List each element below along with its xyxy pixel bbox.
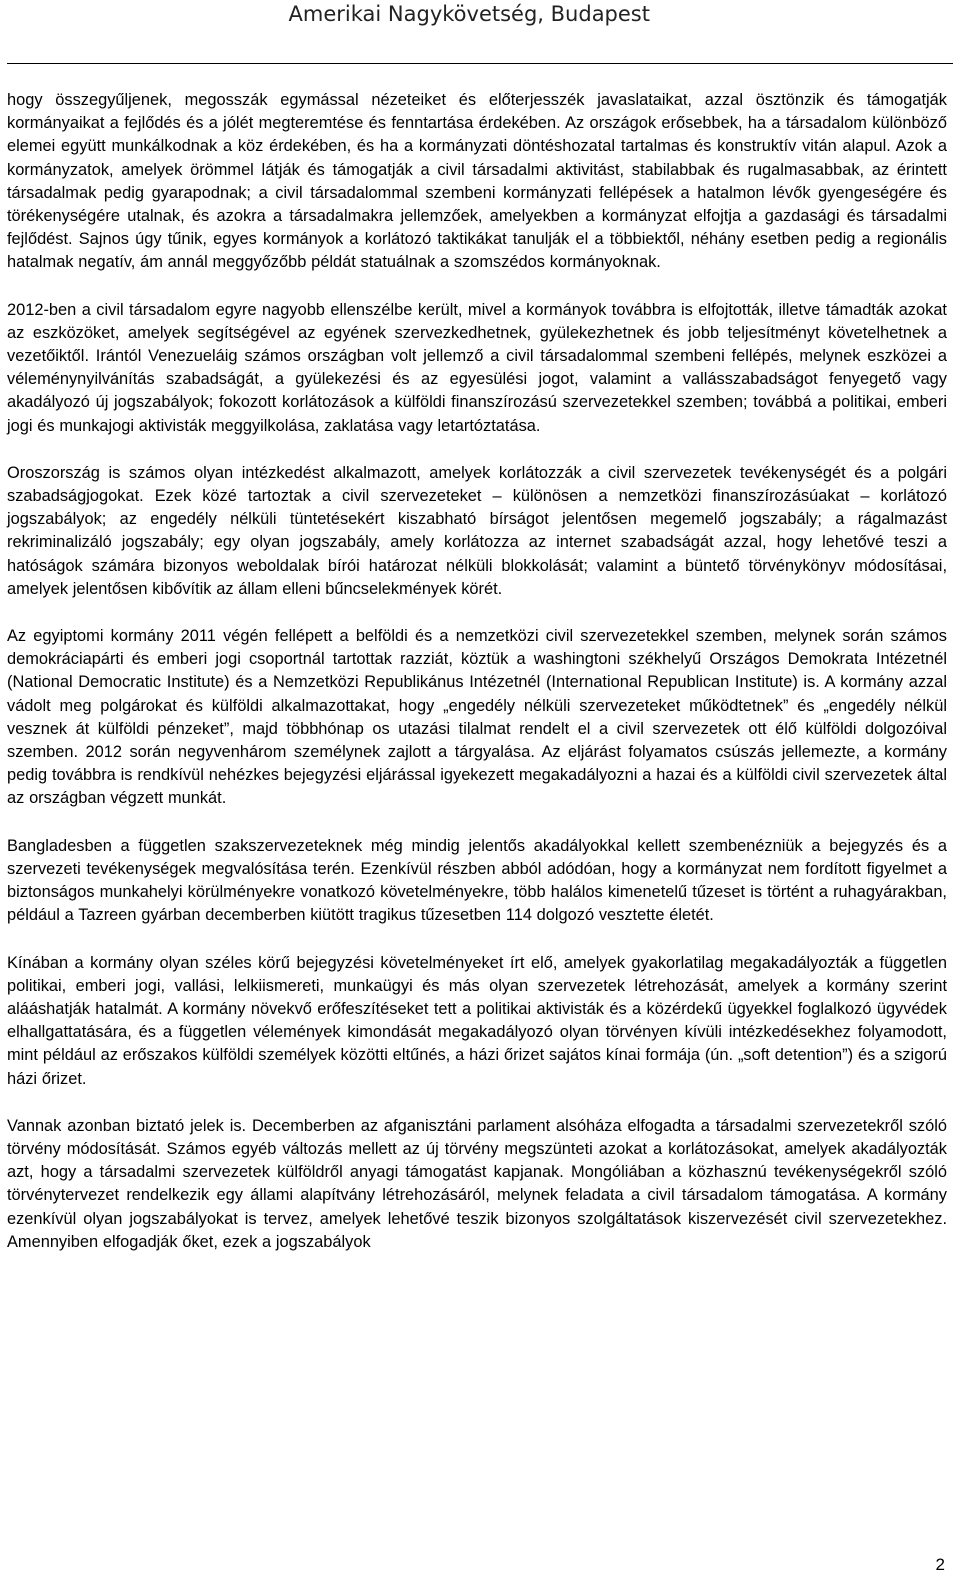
page-number: 2	[935, 1555, 945, 1574]
paragraph: hogy összegyűljenek, megosszák egymással nézeteiket és előterjesszék javaslataikat, azzal ösztönzik és támogatják kormányaikat a fejlődés és a jólét megteremtése és fenntartása érdekében. Az országok erősebbek, ha a társadalom különböző elemei együtt munkálkodnak a köz érdekében, és ha a kormányzati döntéshozatal tartalmas és konstruktív vitán alapul. Azok a kormányzatok, amelyek örömmel látják és támogatják a civil társadalmi aktivitást, stabilabbak és rugalmasabbak, az érintett társadalmak pedig gyarapodnak; a civil társadalommal szembeni kormányzati fellépések a hatalmon lévők gyengeségére és törékenységére utalnak, és azokra a társadalmakra jellemzőek, amelyekben a kormányzat elfojtja a gazdasági és társadalmi fejlődést. Sajnos úgy tűnik, egyes kormányok a korlátozó taktikákat tanulják el a többiektől, néhány esetben pedig a regionális hatalmak negatív, ám annál meggyőzőbb példát statuálnak a szomszédos kormányoknak.	[7, 91, 947, 272]
paragraph: Kínában a kormány olyan széles körű bejegyzési követelményeket írt elő, amelyek gyakorlatilag megakadályozták a független politikai, emberi jogi, vallási, lelkiismereti, munkaügyi és más olyan szervezetek létrehozását, amelyek a kormány szerint alááshatják hatalmát. A kormány növekvő erőfeszítéseket tett a politikai aktivisták és a közérdekű ügyekkel foglalkozó ügyvédek elhallgattatására, és a független vélemények kimondását megakadályozó olyan törvényen kívüli intézkedésekhez folyamodott, mint például az erőszakos külföldi személyek közötti eltűnés, a házi őrizet sajátos kínai formája (ún. „soft detention”) és a szigorú házi őrizet.	[7, 953, 947, 1088]
document-body	[7, 89, 947, 1278]
paragraph: Oroszország is számos olyan intézkedést alkalmazott, amelyek korlátozzák a civil szervezetek tevékenységét és a polgári szabadságjogokat. Ezek közé tartoztak a civil szervezeteket – különösen a nemzetközi finanszírozásúakat – korlátozó jogszabályok; az engedély nélküli tüntetésekért kiszabható bírságot jelentősen megemelő jogszabály; a rágalmazást rekriminalizáló jogszabály; egy olyan jogszabály, amely korlátozza az internet szabadságát azzal, hogy lehetővé teszi a hatóságok számára bizonyos weboldalak bírói határozat nélküli blokkolását; valamint a büntető törvénykönyv módosításai, amelyek jelentősen kibővítik az állam elleni bűncselekmények körét.	[7, 463, 947, 598]
paragraph: 2012-ben a civil társadalom egyre nagyobb ellenszélbe került, mivel a kormányok továbbra is elfojtották, illetve támadták azokat az eszközöket, amelyek segítségével az egyének szervezkedhetnek, gyülekezhetnek és jobb teljesítményt követelhetnek a vezetőiktől. Irántól Venezueláig számos országban volt jellemző a civil társadalommal szembeni fellépés, melynek eszközei a véleménynyilvánítás szabadságát, a gyülekezési és az egyesülési jogot, valamint a vallásszabadságot fenyegető vagy akadályozó új jogszabályok; fokozott korlátozások a külföldi finanszírozású szervezetekkel szemben; továbbá a politikai, emberi jogi és munkajogi aktivisták meggyilkolása, zaklatása vagy letartóztatása.	[7, 300, 947, 435]
header-title: Amerikai Nagykövetség, Budapest	[288, 2, 650, 26]
paragraph: Vannak azonban biztató jelek is. Decemberben az afganisztáni parlament alsóháza elfogadta a társadalmi szervezetekről szóló törvény módosítását. Számos egyéb változás mellett az új törvény megszünteti azokat a korlátozásokat, amelyek akadályozták azt, hogy a társadalmi szervezetek külföldről anyagi támogatást kapjanak. Mongóliában a közhasznú tevékenységekről szóló törvénytervezet rendelkezik egy állami alapítvány létrehozásáról, melynek feladata a civil társadalom támogatása. A kormány ezenkívül olyan jogszabályokat is tervez, amelyek lehetővé teszik bizonyos szolgáltatások kiszervezését civil szervezetekhez. Amennyiben elfogadják őket, ezek a jogszabályok	[7, 1116, 947, 1251]
paragraph: Bangladesben a független szakszervezeteknek még mindig jelentős akadályokkal kellett szembenézniük a bejegyzés és a szervezeti tevékenységek megvalósítása terén. Ezenkívül részben abból adódóan, hogy a kormányzat nem fordított figyelmet a biztonságos munkahelyi körülményekre vonatkozó követelményekre, több halálos kimenetelű tűzeset is történt a ruhagyárakban, például a Tazreen gyárban decemberben kiütött tragikus tűzesetben 114 dolgozó vesztette életét.	[7, 836, 947, 925]
page-header	[0, 0, 960, 34]
paragraph: Az egyiptomi kormány 2011 végén fellépett a belföldi és a nemzetközi civil szervezetekkel szemben, melynek során számos demokráciapárti és emberi jogi csoportnál tartottak razziát, köztük a washingtoni székhelyű Országos Demokrata Intézetnél (National Democratic Institute) és a Nemzetközi Republikánus Intézetnél (International Republican Institute) is. A kormány azzal vádolt meg polgárokat és külföldi alkalmazottakat, hogy „engedély nélküli szervezeteket működtetnek” és „engedély nélkül vesznek át külföldi pénzeket”, majd többhónap os utazási tilalmat rendelt el a civil szervezetek ott élő külföldi dolgozóival szemben. 2012 során negyvenhárom személynek zajlott a tárgyalása. Az eljárást folyamatos csúszás jellemezte, a kormány pedig továbbra is rendkívül nehézkes bejegyzési eljárással igyekezett megakadályozni a hazai és a külföldi civil szervezetek által az országban végzett munkát.	[7, 627, 947, 808]
header-divider	[7, 63, 953, 64]
